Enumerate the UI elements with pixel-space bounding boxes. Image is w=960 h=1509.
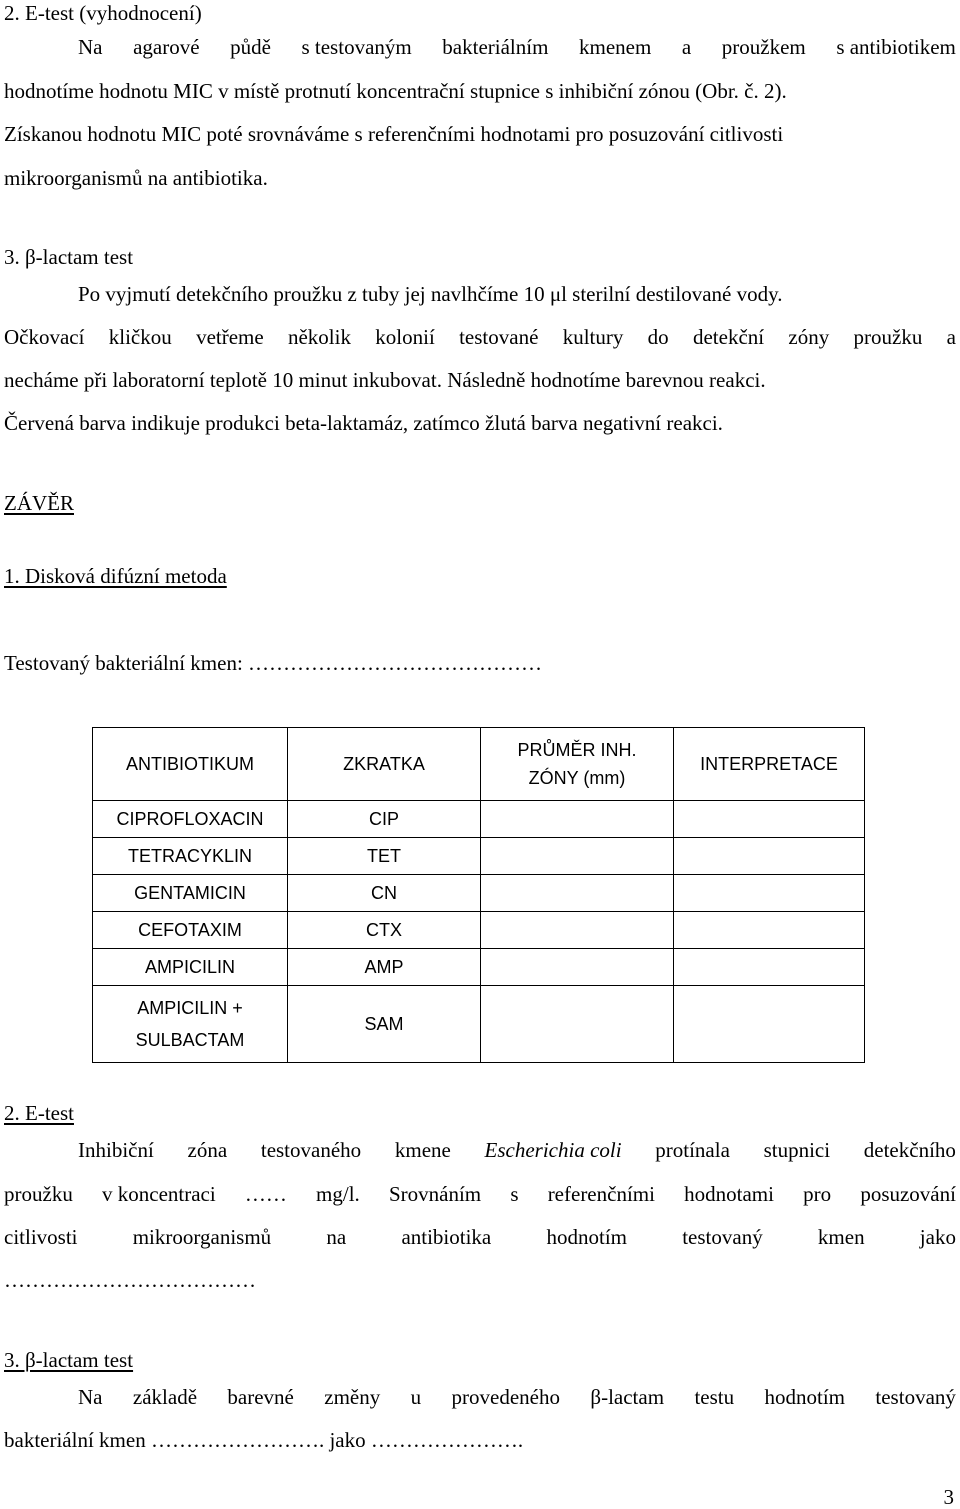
word: s <box>510 1182 519 1206</box>
section-title-beta-lactam: 3. β-lactam test <box>4 245 134 269</box>
zone-diameter-cell[interactable] <box>481 875 674 912</box>
antibiotic-name-line1: AMPICILIN + <box>137 997 243 1018</box>
answer-blank-line[interactable]: ……………………………… <box>4 1268 256 1292</box>
word: agarové <box>133 35 200 59</box>
word: protínala <box>655 1138 730 1162</box>
word: proužku <box>853 325 923 349</box>
word: mg/l. <box>316 1182 360 1206</box>
word: Inhibiční <box>78 1138 154 1162</box>
zone-diameter-cell[interactable] <box>481 838 674 875</box>
word: kmene <box>394 1138 451 1162</box>
word: Na <box>78 35 103 59</box>
interpretation-cell[interactable] <box>674 912 865 949</box>
interpretation-cell[interactable] <box>674 801 865 838</box>
table-row <box>93 838 865 875</box>
paragraph-line <box>78 37 956 58</box>
interpretation-cell[interactable] <box>674 875 865 912</box>
word: hodnotím <box>546 1225 627 1249</box>
antibiotic-name: AMPICILIN <box>93 949 288 986</box>
paragraph-line: Červená barva indikuje produkci beta-laktamáz, zatímco žlutá barva negativní reakci. <box>4 411 723 435</box>
word: zóny <box>788 325 830 349</box>
zone-diameter-cell[interactable] <box>481 986 674 1063</box>
paragraph-line <box>4 327 956 348</box>
word: a <box>946 325 956 349</box>
word: detekčního <box>863 1138 956 1162</box>
word: Očkovací <box>4 325 85 349</box>
word: kolonií <box>375 325 435 349</box>
word: na <box>326 1225 347 1249</box>
header-prumer-line2: ZÓNY (mm) <box>528 768 626 788</box>
paragraph-line: mikroorganismů na antibiotika. <box>4 166 268 190</box>
interpretation-cell[interactable] <box>674 986 865 1063</box>
word: citlivosti <box>4 1225 78 1249</box>
word: hodnotami <box>684 1182 774 1206</box>
table-row <box>93 875 865 912</box>
word: s testovaným <box>301 35 412 59</box>
word: testovaný <box>682 1225 763 1249</box>
table-row <box>93 986 865 1063</box>
antibiotic-name: CEFOTAXIM <box>93 912 288 949</box>
word: stupnici <box>763 1138 831 1162</box>
word: posuzování <box>860 1182 956 1206</box>
antibiotic-abbr: TET <box>288 838 481 875</box>
word: s antibiotikem <box>836 35 956 59</box>
etest-title: 2. E-test <box>4 1101 74 1125</box>
word: detekční <box>692 325 765 349</box>
word: pro <box>803 1182 832 1206</box>
word: změny <box>324 1385 381 1409</box>
antibiotic-abbr: CTX <box>288 912 481 949</box>
word: Na <box>78 1385 103 1409</box>
beta-lactam-title: 3. β-lactam test <box>4 1348 134 1372</box>
word: testovaného <box>260 1138 362 1162</box>
word: mikroorganismů <box>132 1225 272 1249</box>
word: kmenem <box>579 35 652 59</box>
table-row <box>93 949 865 986</box>
paragraph-line: Získanou hodnotu MIC poté srovnáváme s referenčními hodnotami pro posuzování citlivosti <box>4 122 784 146</box>
word: bakteriálním <box>442 35 549 59</box>
paragraph-line <box>78 1140 956 1161</box>
word: provedeného <box>451 1385 560 1409</box>
species-name: Escherichia coli <box>484 1138 622 1162</box>
word: v koncentraci <box>102 1182 216 1206</box>
word: zóna <box>187 1138 228 1162</box>
antibiotic-abbr: CIP <box>288 801 481 838</box>
conclusion-heading: ZÁVĚR <box>4 491 74 515</box>
antibiotic-name: TETRACYKLIN <box>93 838 288 875</box>
word: půdě <box>230 35 271 59</box>
header-zkratka: ZKRATKA <box>288 728 481 801</box>
word: několik <box>287 325 351 349</box>
header-antibiotikum: ANTIBIOTIKUM <box>93 728 288 801</box>
word: antibiotika <box>401 1225 492 1249</box>
word: do <box>647 325 669 349</box>
word: testu <box>694 1385 735 1409</box>
header-prumer <box>481 728 674 801</box>
word: kmen <box>817 1225 865 1249</box>
word: u <box>410 1385 422 1409</box>
zone-diameter-cell[interactable] <box>481 912 674 949</box>
word: hodnotím <box>764 1385 846 1409</box>
word: kličkou <box>108 325 172 349</box>
tested-strain-label: Testovaný bakteriální kmen: …………………………………… <box>4 651 543 675</box>
page-number: 3 <box>943 1485 954 1509</box>
antibiotic-name-line2: SULBACTAM <box>135 1030 245 1050</box>
interpretation-cell[interactable] <box>674 838 865 875</box>
disk-diffusion-title: 1. Disková difúzní metoda <box>4 564 227 588</box>
word: referenčními <box>547 1182 655 1206</box>
header-prumer-line1: PRŮMĚR INH. <box>517 739 637 760</box>
word: proužku <box>4 1182 73 1206</box>
zone-diameter-cell[interactable] <box>481 801 674 838</box>
interpretation-cell[interactable] <box>674 949 865 986</box>
table-row <box>93 912 865 949</box>
word: Srovnáním <box>388 1182 482 1206</box>
word: kultury <box>562 325 624 349</box>
section-title-etest-eval: 2. E-test (vyhodnocení) <box>4 1 202 25</box>
word: jako <box>919 1225 956 1249</box>
paragraph-line: Po vyjmutí detekčního proužku z tuby jej navlhčíme 10 μl sterilní destilované vody. <box>78 282 783 306</box>
antibiotic-name <box>93 986 288 1063</box>
zone-diameter-cell[interactable] <box>481 949 674 986</box>
paragraph-line: necháme při laboratorní teplotě 10 minut inkubovat. Následně hodnotíme barevnou reakci. <box>4 368 766 392</box>
paragraph-line <box>4 1227 956 1248</box>
header-interpretace: INTERPRETACE <box>674 728 865 801</box>
word: základě <box>132 1385 198 1409</box>
antibiotic-abbr: SAM <box>288 986 481 1063</box>
word: testovaný <box>875 1385 956 1409</box>
paragraph-line: bakteriální kmen ……………………. jako …………………. <box>4 1428 524 1452</box>
antibiotic-table <box>92 727 865 1063</box>
word: vetřeme <box>196 325 264 349</box>
word: a <box>681 35 692 59</box>
table-row <box>93 801 865 838</box>
antibiotic-name: GENTAMICIN <box>93 875 288 912</box>
word: barevné <box>227 1385 294 1409</box>
antibiotic-abbr: AMP <box>288 949 481 986</box>
antibiotic-abbr: CN <box>288 875 481 912</box>
table-header-row <box>93 728 865 801</box>
word: proužkem <box>721 35 806 59</box>
word: …… <box>244 1182 287 1206</box>
paragraph-line: hodnotíme hodnotu MIC v místě protnutí koncentrační stupnice s inhibiční zónou (Obr. č. 2). <box>4 79 787 103</box>
word: testované <box>459 325 539 349</box>
paragraph-line <box>4 1184 956 1205</box>
paragraph-line <box>78 1387 956 1408</box>
word: β-lactam <box>590 1385 665 1409</box>
antibiotic-name: CIPROFLOXACIN <box>93 801 288 838</box>
